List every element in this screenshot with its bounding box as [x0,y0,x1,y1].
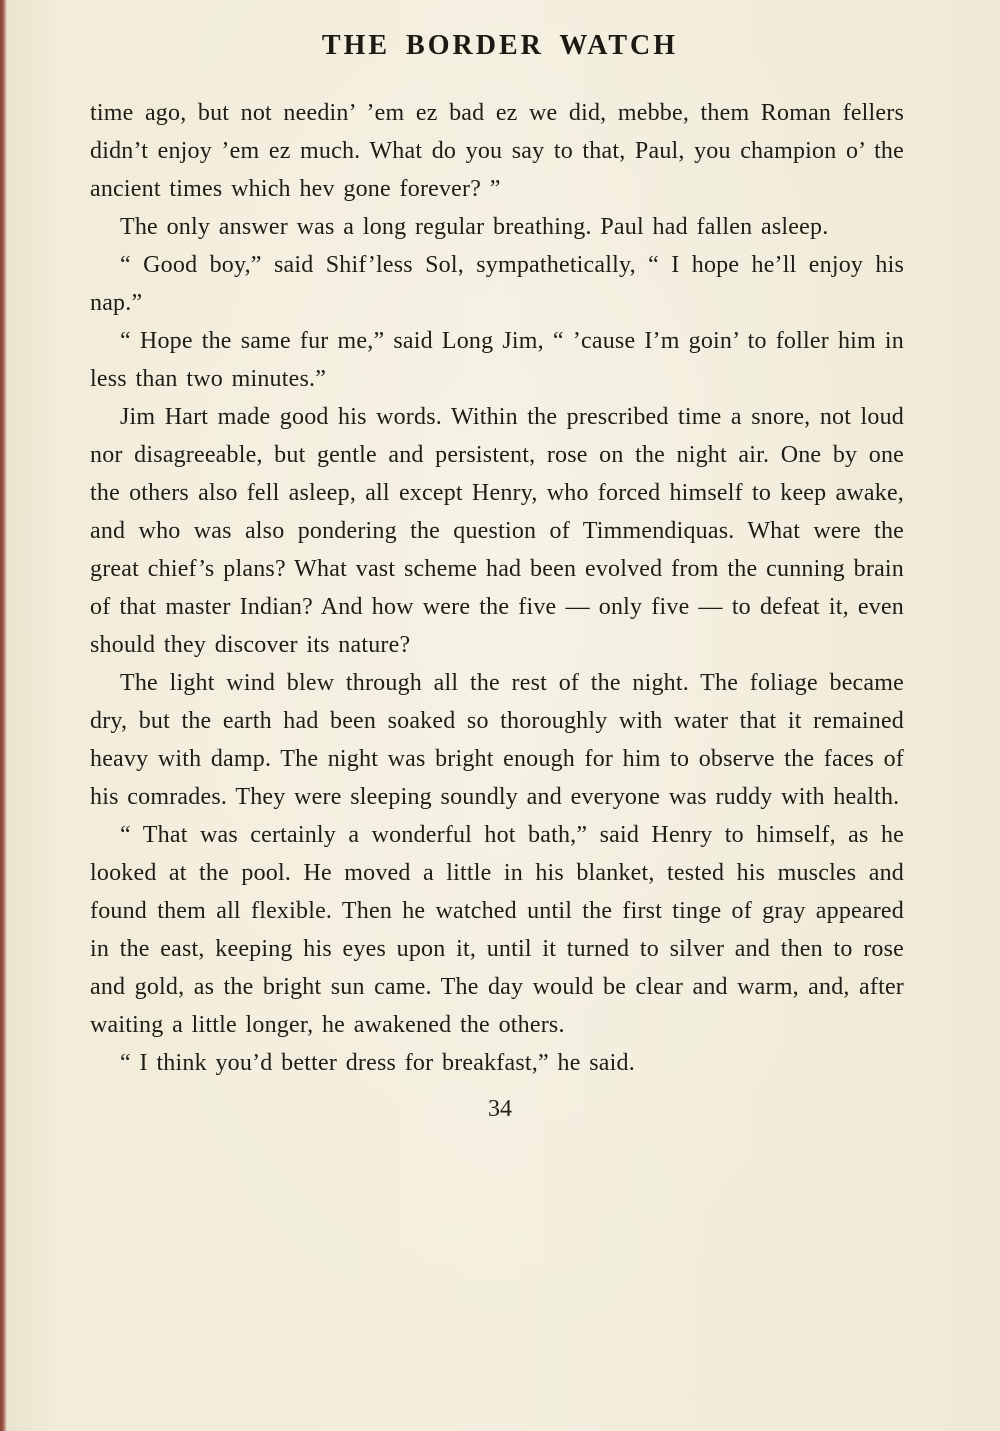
body-text [90,94,904,1082]
paragraph: “ Hope the same fur me,” said Long Jim, “ ’cause I’m goin’ to foller him in less than two minutes.” [90,328,904,392]
page-number: 34 [488,1096,512,1122]
paragraph: “ That was certainly a wonderful hot bath,” said Henry to himself, as he looked at the pool. He moved a little in his blanket, tested his muscles and found them all flexible. Then he watched until the first tinge of gray appeared in the east, keeping his eyes upon it, until it turned to silver and then to rose and gold, as the bright sun came. The day would be clear and warm, and, after waiting a little longer, he awakened the others. [90,822,904,1038]
paragraph: “ Good boy,” said Shif’less Sol, sympathetically, “ I hope he’ll enjoy his nap.” [90,252,904,316]
paragraph: “ I think you’d better dress for breakfast,” he said. [120,1050,635,1076]
scan-edge-artifact [0,0,7,1431]
paragraph: time ago, but not needin’ ’em ez bad ez we did, mebbe, them Roman fellers didn’t enjoy ’em ez much. What do you say to that, Paul, you champion o’ the ancient times which hev gone forever? ” [90,100,904,202]
paragraph: The only answer was a long regular breathing. Paul had fallen asleep. [120,214,829,240]
paragraph: The light wind blew through all the rest of the night. The foliage became dry, but the earth had been soaked so thoroughly with water that it remained heavy with damp. The night was bright enough for him to observe the faces of his comrades. They were sleeping soundly and everyone was ruddy with health. [90,670,904,810]
page-title: THE BORDER WATCH [321,30,679,61]
paragraph: Jim Hart made good his words. Within the prescribed time a snore, not loud nor disagreeable, but gentle and persistent, rose on the night air. One by one the others also fell asleep, all except Henry, who forced himself to keep awake, and who was also pondering the question of Timmendiquas. What were the great chief’s plans? What vast scheme had been evolved from the cunning brain of that master Indian? And how were the five — only five — to defeat it, even should they discover its nature? [90,404,904,658]
